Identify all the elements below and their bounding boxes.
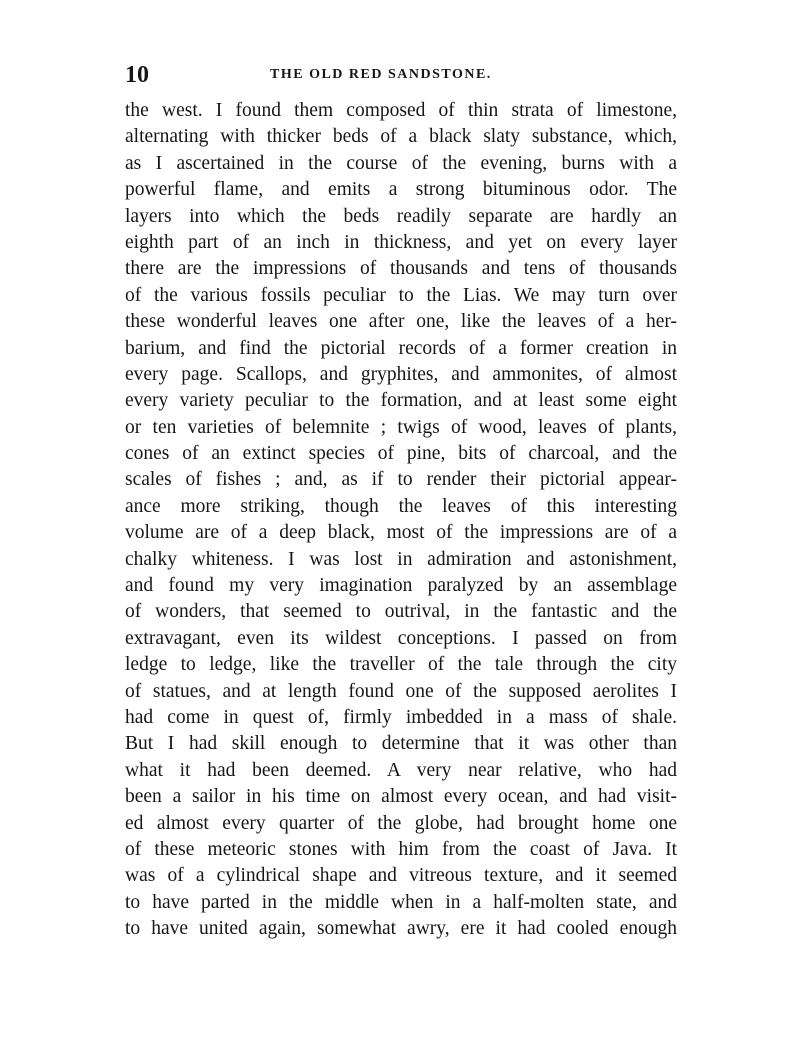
text-line: been a sailor in his time on almost every ocean, and had visit-	[125, 786, 677, 808]
text-line: every variety peculiar to the formation, and at least some eight	[125, 390, 677, 412]
text-line: of statues, and at length found one of the supposed aerolites I	[125, 680, 677, 702]
body-paragraph	[125, 98, 677, 943]
text-line: or ten varieties of belemnite ; twigs of wood, leaves of plants,	[125, 416, 677, 438]
running-title: THE OLD RED SANDSTONE.	[270, 67, 492, 82]
text-line: as I ascertained in the course of the evening, burns with a	[125, 152, 677, 174]
page-header	[125, 60, 677, 90]
text-line: powerful flame, and emits a strong bituminous odor. The	[125, 179, 677, 201]
text-line: layers into which the beds readily separate are hardly an	[125, 205, 677, 227]
text-line: the west. I found them composed of thin strata of limestone,	[125, 100, 677, 121]
text-line: ed almost every quarter of the globe, had brought home one	[125, 812, 677, 834]
text-line: cones of an extinct species of pine, bits of charcoal, and the	[125, 443, 677, 465]
text-line: to have parted in the middle when in a half-molten state, and	[125, 891, 677, 913]
text-line: and found my very imagination paralyzed by an assemblage	[125, 575, 677, 597]
text-line: to have united again, somewhat awry, ere it had cooled enough	[125, 918, 677, 940]
text-line: of the various fossils peculiar to the Lias. We may turn over	[125, 284, 677, 306]
text-line: had come in quest of, firmly imbedded in a mass of shale.	[125, 706, 677, 728]
text-line: of wonders, that seemed to outrival, in the fantastic and the	[125, 601, 677, 623]
text-line: alternating with thicker beds of a black slaty substance, which,	[125, 126, 677, 148]
text-line: of these meteoric stones with him from the coast of Java. It	[125, 838, 677, 860]
text-line: extravagant, even its wildest conceptions. I passed on from	[125, 627, 677, 649]
text-line: every page. Scallops, and gryphites, and ammonites, of almost	[125, 363, 677, 385]
text-line: chalky whiteness. I was lost in admiration and astonishment,	[125, 548, 677, 570]
text-line: scales of fishes ; and, as if to render their pictorial appear-	[125, 469, 677, 491]
text-line: these wonderful leaves one after one, like the leaves of a her-	[125, 311, 677, 333]
text-line: there are the impressions of thousands and tens of thousands	[125, 258, 677, 280]
text-line: ledge to ledge, like the traveller of the tale through the city	[125, 654, 677, 676]
page-number: 10	[125, 62, 149, 88]
text-line: barium, and find the pictorial records of a former creation in	[125, 337, 677, 359]
text-line: But I had skill enough to determine that it was other than	[125, 733, 677, 755]
text-line: volume are of a deep black, most of the impressions are of a	[125, 522, 677, 544]
text-line: was of a cylindrical shape and vitreous texture, and it seemed	[125, 865, 677, 887]
text-line: eighth part of an inch in thickness, and yet on every layer	[125, 231, 677, 253]
text-line: ance more striking, though the leaves of this interesting	[125, 495, 677, 517]
text-line: what it had been deemed. A very near relative, who had	[125, 759, 677, 781]
